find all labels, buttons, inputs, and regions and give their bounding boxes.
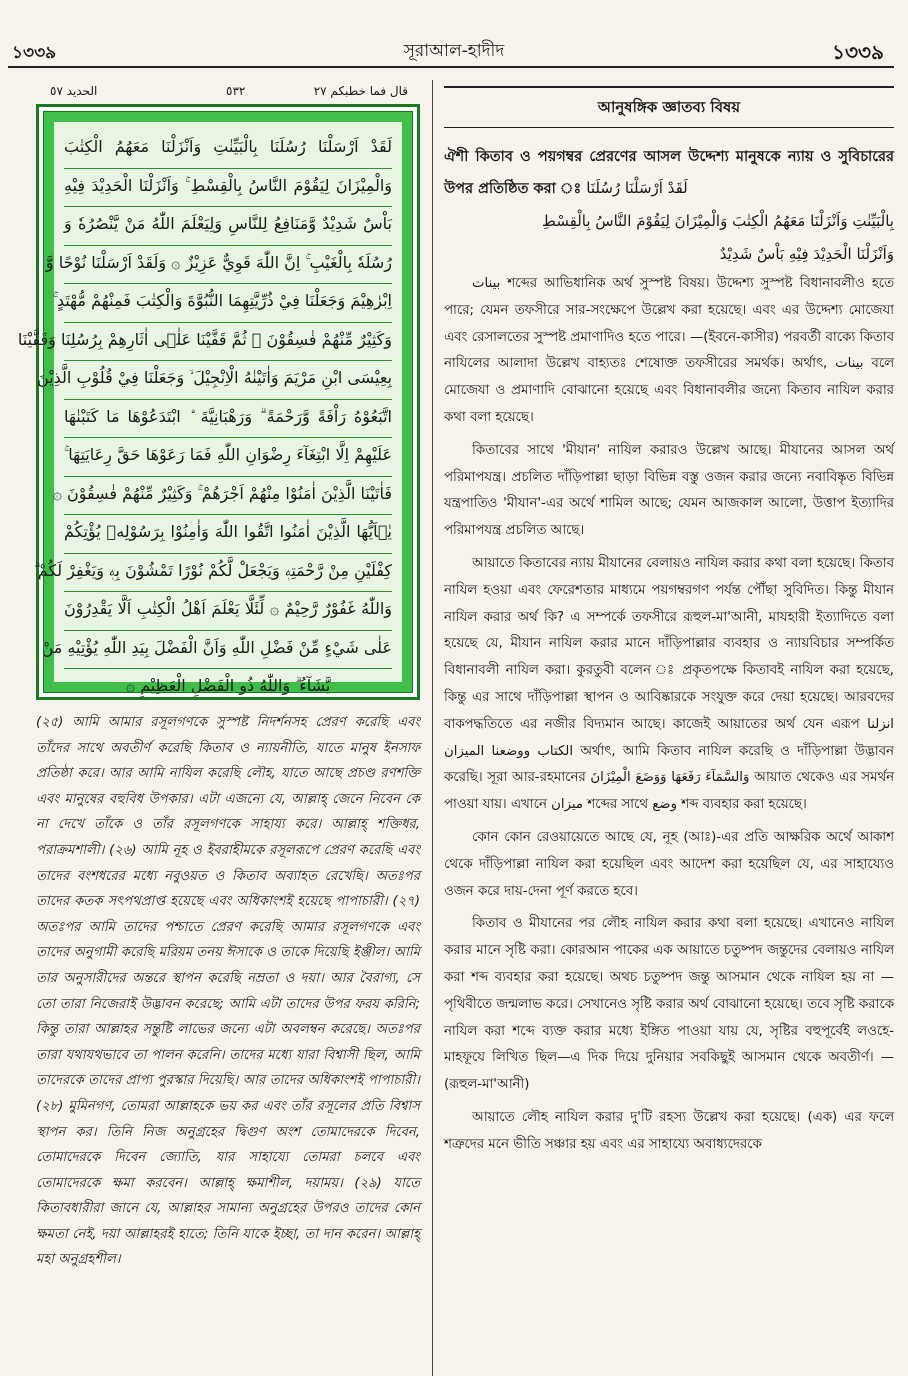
header-rule (8, 66, 894, 68)
paragraph: بينات শব্দের আভিধানিক অর্থ সুস্পষ্ট বিষয়। উদ্দেশ্য সুস্পষ্ট বিধানাবলীও হতে পারে; যেমন তফসীরে সার-সংক্ষেপে উল্লেখ করা হয়েছে। এবং এর উদ্দেশ্য মোজেযা এবং রেসালতের সুস্পষ্ট প্রমাণাদিও হতে পারে। —(ইবনে-কাসীর) পরবর্তী বাক্যে কিতাব নাযিলের আলাদা উল্লেখ বাহ্যতঃ শেষোক্ত তফসীরের সমর্থক। অর্থাৎ, بينات বলে মোজেযা ও প্রমাণাদি বোঝানো হয়েছে এবং বিধানাবলীর জন্যে কিতাব নাযিল করার কথা বলা হয়েছে। (444, 276, 894, 425)
quran-line: بَاْسٌ شَدِيْدٌ وَّمَنَافِعُ لِلنَّاسِ وَلِيَعْلَمَ اللّٰهُ مَنْ يَّنْصُرُهٗ وَ (64, 207, 392, 246)
quran-line: وَالْمِيْزَانَ لِيَقُوْمَ النَّاسُ بِالْقِسْطِ ۚ وَاَنْزَلْنَا الْحَدِيْدَ فِيْهِ (64, 169, 392, 208)
verse-line: بِالْبَيِّنٰتِ وَاَنْزَلْنَا مَعَهُمُ الْكِتٰبَ وَالْمِيْزَانَ لِيَقُوْمَ النَّاسُ بِالْقِسْطِ (541, 212, 894, 230)
bengali-translation: (২৫) আমি আমার রসূলগণকে সুস্পষ্ট নিদর্শনসহ প্রেরণ করেছি এবং তাঁদের সাথে অবতীর্ণ করেছি কিতাব ও ন্যায়নীতি, যাতে মানুষ ইনসাফ প্রতিষ্ঠা করে। আর আমি নাযিল করেছি লৌহ, যাতে আছে প্রচণ্ড রণশক্তি এবং মানুষের বহুবিধ উপকার। এটা এজন্যে যে, আল্লাহ্ জেনে নিবেন কে না দেখে তাঁকে ও তাঁর রসূলগণকে সাহায্য করে। আল্লাহ্ শক্তিধর, পরাক্রমশালী। (২৬) আমি নূহ ও ইবরাহীমকে রসূলরূপে প্রেরণ করেছি এবং তাদের বংশধরের মধ্যে নবুওয়ত ও কিতাব অব্যাহত রেখেছি। অতঃপর তাদের কতক সৎপথপ্রাপ্ত হয়েছে এবং অধিকাংশই হয়েছে পাপাচারী। (২৭) অতঃপর আমি তাদের পশ্চাতে প্রেরণ করেছি আমার রসূলগণকে এবং তাদের অনুগামী করেছি মরিয়ম তনয় ঈসাকে ও তাকে দিয়েছি ইঞ্জীল। আমি তার অনুসারীদের অন্তরে স্থাপন করেছি নম্রতা ও দয়া। আর বৈরাগ্য, সে তো তারা নিজেরাই উদ্ভাবন করেছে; আমি এটা তাদের উপর ফরয করিনি; কিন্তু তারা আল্লাহর সন্তুষ্টি লাভের জন্যে এটা অবলম্বন করেছে। অতঃপর তারা যথাযথভাবে তা পালন করেনি। তাদের মধ্যে যারা বিশ্বাসী ছিল, আমি তাদেরকে তাদের প্রাপ্য পুরস্কার দিয়েছি। আর তাদের অধিকাংশই পাপাচারী। (২৮) মুমিনগণ, তোমরা আল্লাহকে ভয় কর এবং তাঁর রসূলের প্রতি বিশ্বাস স্থাপন কর। তিনি নিজ অনুগ্রহের দ্বিগুণ অংশ তোমাদেরকে দিবেন, তোমাদেরকে দিবেন জ্যোতি, যার সাহায্যে তোমরা চলবে এবং তোমাদেরকে ক্ষমা করবেন। আল্লাহ্ ক্ষমাশীল, দয়াময়। (২৯) যাতে কিতাবধারীরা জানে যে, আল্লাহর সামান্য অনুগ্রহের উপরও তাদের কোন ক্ষমতা নেই, দয়া আল্লাহরই হাতে; তিনি যাকে ইচ্ছা, তা দান করেন। আল্লাহ্ মহা অনুগ্রহশীল। (36, 715, 420, 1268)
section-title: আনুষঙ্গিক জ্ঞাতব্য বিষয় (444, 86, 894, 128)
quran-text-frame (17, 104, 420, 700)
paragraph: আয়াতে লৌহ নাযিল করার দু'টি রহস্য উল্লেখ করা হয়েছে। (এক) এর ফলে শত্রুদের মনে ভীতি সঞ্চার হয় এবং এর সাহায্যে অবাধ্যদেরকে (444, 1109, 894, 1152)
quran-line: كِفْلَيْنِ مِنْ رَّحْمَتِهٖ وَيَجْعَلْ لَّكُمْ نُوْرًا تَمْشُوْنَ بِهٖ وَيَغْفِرْ لَكُمْ ۗ (64, 554, 392, 593)
quran-line: لَقَدْ اَرْسَلْنَا رُسُلَنَا بِالْبَيِّنٰتِ وَاَنْزَلْنَا مَعَهُمُ الْكِتٰبَ (64, 130, 392, 169)
quran-line: يَّشَآءُ ۗ وَاللّٰهُ ذُو الْفَضْلِ الْعَظِيْمِ ۞ (125, 676, 331, 695)
quran-text-panel (17, 112, 412, 695)
arabic-page-number: ٥٣٢ (226, 84, 246, 98)
paragraph: কোন কোন রেওয়ায়েতে আছে যে, নূহ (আঃ)-এর প্রতি আক্ষরিক অর্থে আকাশ থেকে দাঁড়িপাল্লা নাযিল করা হয়েছিল এবং আদেশ করা হয়েছিল যে, এর সাহায্যেও ওজন করে দায়-দেনা পূর্ণ করতে হবে। (444, 829, 894, 899)
intro-text: ঐশী কিতাব ও পয়গম্বর প্রেরণের আসল উদ্দেশ্য মানুষকে ন্যায় ও সুবিচারের উপর প্রতিষ্ঠিত করা ঃ (444, 149, 894, 197)
arabic-juz-label: قال فما خطبكم ٢٧ (313, 84, 408, 98)
intro-heading (444, 142, 894, 205)
quran-line: اِبْرٰهِيْمَ وَجَعَلْنَا فِيْ ذُرِّيَّتِهِمَا النُّبُوَّةَ وَالْكِتٰبَ فَمِنْهُمْ مُّهْتَدٍ ۚ (64, 284, 392, 323)
quran-line: فَاٰتَيْنَا الَّذِيْنَ اٰمَنُوْا مِنْهُمْ اَجْرَهُمْ ۚ وَكَثِيْرٌ مِّنْهُمْ فٰسِقُوْنَ ۞ (64, 477, 392, 516)
column-divider (432, 80, 433, 1376)
arabic-running-head (36, 78, 420, 100)
quran-line: بِعِيْسَى ابْنِ مَرْيَمَ وَاٰتَيْنٰهُ الْاِنْجِيْلَ ۙ وَجَعَلْنَا فِيْ قُلُوْبِ الَّذِيْنَ (64, 361, 392, 400)
arabic-surah-label: الحديد ٥٧ (50, 84, 98, 98)
quran-line: عَلٰى شَيْءٍ مِّنْ فَضْلِ اللّٰهِ وَاَنَّ الْفَضْلَ بِيَدِ اللّٰهِ يُؤْتِيْهِ مَنْ (64, 631, 392, 670)
quran-line: اتَّبَعُوْهُ رَاْفَةً وَّرَحْمَةً ۗ وَرَهْبَانِيَّةَ ۨ ابْتَدَعُوْهَا مَا كَتَبْنٰهَا (64, 400, 392, 439)
quran-line: وَكَثِيْرٌ مِّنْهُمْ فٰسِقُوْنَ ۞ ثُمَّ قَفَّيْنَا عَلٰۤى اٰثَارِهِمْ بِرُسُلِنَا وَقَفَّيْنَا (64, 323, 392, 362)
page-number-right: ১৩৩৯ (832, 40, 884, 64)
page-header (0, 0, 908, 68)
surah-title: সূরাআল-হাদীদ (403, 41, 505, 61)
paragraph: আয়াতে কিতাবের ন্যায় মীযানের বেলায়ও নাযিল করার কথা বলা হয়েছে। কিতাব নাযিল হওয়া এবং ফেরেশতার মাধ্যমে পয়গম্বরগণ পর্যন্ত পৌঁছা সুবিদিত। কিন্তু মীযান নাযিল করার অর্থ কি? এ সম্পর্কে তফসীরে রূহুল-মা'আনী, মাযহারী ইত্যাদিতে বলা হয়েছে যে, মীযান নাযিল করার মানে দাঁড়িপাল্লার ব্যবহার ও ন্যায়বিচার সম্পর্কিত বিধানাবলী নাযিল করা। কুরতুবী বলেন ঃ প্রকৃতপক্ষে কিতাবই নাযিল করা হয়েছে, কিন্তু এর সাথে দাঁড়িপাল্লা স্থাপন ও আবিষ্কারকে সংযুক্ত করে দেয়া হয়েছে। আরবদের বাকপদ্ধতিতে এর নজীর বিদ্যমান আছে। কাজেই আয়াতের অর্থ যেন এরূপ انزلنا الكتاب ووضعنا الميزان অর্থাৎ, আমি কিতাব নাযিল করেছি ও দাঁড়িপাল্লা উদ্ভাবন করেছি। সূরা আর-রহমানের وَالسَّمَآءَ رَفَعَهَا وَوَضَعَ الْمِيْزَانَ আয়াত থেকেও এর সমর্থন পাওয়া যায়। এখানে ميزان শব্দের সাথে وضع শব্দ ব্যবহার করা হয়েছে। (444, 555, 895, 813)
paragraph: কিতাবের সাথে 'মীযান' নাযিল করারও উল্লেখ আছে। মীযানের আসল অর্থ পরিমাপযন্ত্র। প্রচলিত দাঁড়িপাল্লা ছাড়া বিভিন্ন বস্তু ওজন করার জন্যে নবাবিষ্কৃত বিভিন্ন যন্ত্রপাতিও 'মীযান'-এর অর্থে শামিল আছে; যেমন আজকাল আলো, উত্তাপ ইত্যাদির পরিমাপযন্ত্র প্রচলিত আছে। (444, 442, 894, 539)
quran-line: يٰۤاَيُّهَا الَّذِيْنَ اٰمَنُوا اتَّقُوا اللّٰهَ وَاٰمِنُوْا بِرَسُوْلِهٖ يُؤْتِكُمْ (64, 515, 392, 554)
quran-line: رُسُلَهٗ بِالْغَيْبِ ۚ اِنَّ اللّٰهَ قَوِيٌّ عَزِيْزٌ ۞ وَلَقَدْ اَرْسَلْنَا نُوْحًا وَّ (64, 246, 392, 285)
verse-line: وَاَنْزَلْنَا الْحَدِيْدَ فِيْهِ بَاْسٌ شَدِيْدٌ (719, 245, 894, 263)
right-column (444, 86, 894, 1165)
quran-line: عَلَيْهِمْ اِلَّا ابْتِغَآءَ رِضْوَانِ اللّٰهِ فَمَا رَعَوْهَا حَقَّ رِعَايَتِهَا ۚ (64, 438, 392, 477)
intro-arabic: لَقَدْ اَرْسَلْنَا رُسُلَنَا (586, 179, 688, 197)
paragraph: কিতাব ও মীযানের পর লৌহ নাযিল করার কথা বলা হয়েছে। এখানেও নাযিল করার মানে সৃষ্টি করা। কোরআন পাকের এক আয়াতে চতুষ্পদ জন্তুদের বেলায়ও নাযিল করা শব্দ ব্যবহার করা হয়েছে। অথচ চতুষ্পদ জন্তু আসমান থেকে নাযিল হয় না —পৃথিবীতে জন্মলাভ করে। সেখানেও সৃষ্টি করার অর্থ বোঝানো হয়েছে। তবে সৃষ্টি করাকে নাযিল করা শব্দে ব্যক্ত করার মধ্যে ইঙ্গিত পাওয়া যায় যে, সৃষ্টির বহুপূর্বেই লওহে-মাহফূযে লিখিত ছিল—এ দিক দিয়ে দুনিয়ার সবকিছুই আসমান থেকে অবতীর্ণ। —(রূহুল-মা'আনী) (444, 916, 894, 1093)
left-column (17, 78, 420, 1273)
quran-line: وَاللّٰهُ غَفُوْرٌ رَّحِيْمٌ ۞ لِّئَلَّا يَعْلَمَ اَهْلُ الْكِتٰبِ اَلَّا يَقْدِرُوْنَ (64, 592, 392, 631)
page-number-left: ১৩৩৯ (12, 43, 57, 63)
